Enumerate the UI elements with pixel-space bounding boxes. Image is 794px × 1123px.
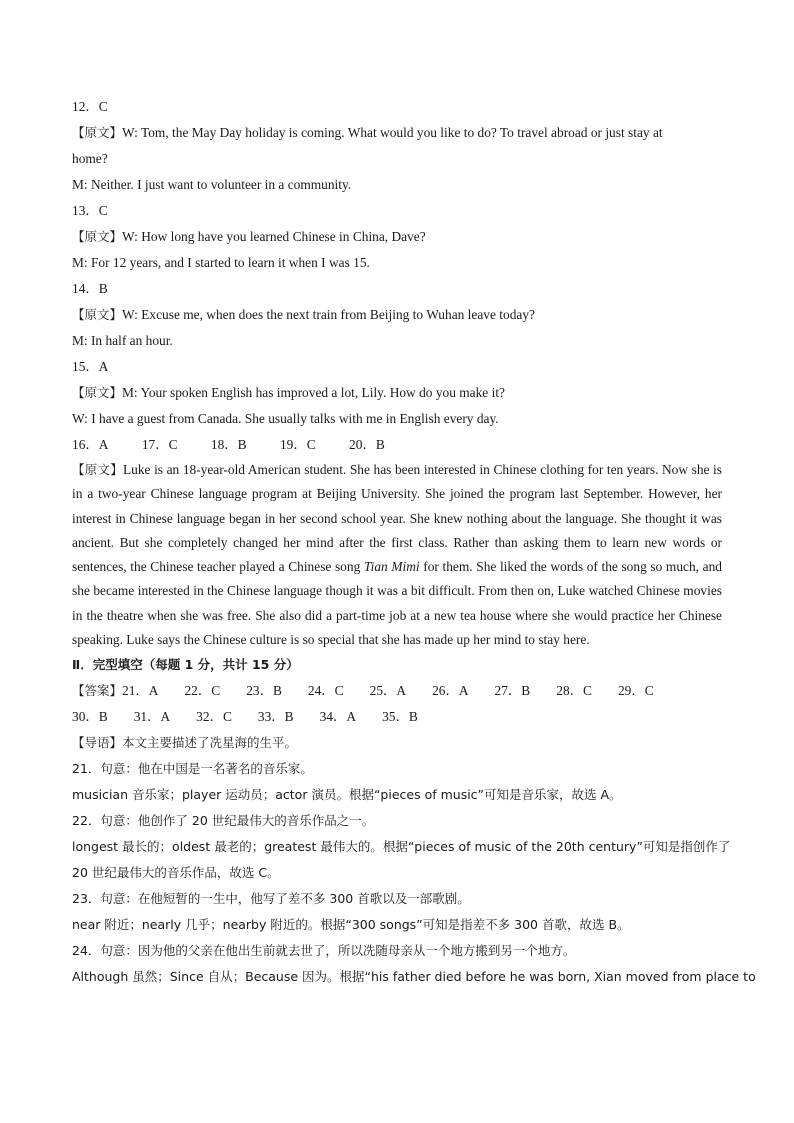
answer-16: 16．A	[72, 437, 109, 452]
transcript-label: 【原文】	[72, 125, 123, 140]
q23-meaning: 23．句意：在他短暂的一生中，他写了差不多 300 首歌以及一部歌剧。	[72, 891, 470, 907]
q12-answer: 12．C	[72, 99, 108, 114]
answer-30: 30．B	[72, 709, 108, 725]
q16-20-answers	[72, 432, 722, 458]
q15-answer: 15．A	[72, 359, 109, 374]
section-2-title: Ⅱ．完型填空（每题 1 分，共计 15 分）	[72, 657, 299, 673]
q22-meaning: 22．句意：他创作了 20 世纪最伟大的音乐作品之一。	[72, 813, 375, 829]
transcript-label: 【原文】	[72, 462, 123, 477]
answer-32: 32．C	[196, 709, 232, 725]
guide-label: 【导语】	[72, 735, 123, 751]
passage-part2: for them. She liked the words of the song so much, and she became interested in the Chinese language though it was a bit difficult. From then on, Luke watched Chinese movies in the theatre when she was free. She also did a part-time job at a new tea house where she would practice her Chinese speaking. Luke says the Chinese culture is so special that she has made up her mind to stay here.	[72, 559, 722, 648]
answer-19: 19．C	[279, 437, 316, 452]
transcript-label: 【原文】	[72, 385, 123, 400]
answer-24: 24．C	[307, 683, 344, 699]
q14-answer: 14．B	[72, 281, 108, 296]
q13-answer: 13．C	[72, 203, 108, 218]
answer-key-page	[72, 94, 756, 990]
answer-20: 20．B	[349, 437, 385, 452]
song-title: Tian Mimi	[363, 559, 420, 575]
answer-28: 28．C	[556, 683, 592, 699]
transcript-label: 【原文】	[72, 229, 123, 244]
answer-18: 18．B	[210, 437, 247, 452]
q22-explain: longest 最长的；oldest 最老的；greatest 最伟大的。根据“pieces of music of the 20th century”可知是指创作了	[72, 839, 731, 855]
q16-20-transcript	[72, 458, 722, 652]
q12-transcript-m: M: Neither. I just want to volunteer in a community.	[72, 177, 352, 192]
q13-w-text: W: How long have you learned Chinese in China, Dave?	[122, 229, 426, 244]
transcript-label: 【原文】	[72, 307, 123, 322]
q22-explain-cont: 20 世纪最伟大的音乐作品，故选 C。	[72, 865, 280, 881]
q15-transcript-m	[72, 380, 722, 406]
q14-transcript-w	[72, 302, 722, 328]
answer-34: 34．A	[319, 709, 357, 725]
answer-23: 23．B	[246, 683, 282, 699]
answer-25: 25．A	[369, 683, 407, 699]
answer-label: 【答案】	[72, 683, 123, 699]
q12-w-text: W: Tom, the May Day holiday is coming. What would you like to do? To travel abroad or just stay at	[122, 125, 663, 140]
answer-31: 31．A	[133, 709, 171, 725]
answer-27: 27．B	[494, 683, 531, 699]
answer-22: 22．C	[184, 683, 221, 699]
q13-transcript-w	[72, 224, 722, 250]
answer-26: 26．A	[432, 683, 469, 699]
guide-text: 本文主要描述了冼星海的生平。	[122, 735, 298, 751]
q14-w-text: W: Excuse me, when does the next train from Beijing to Wuhan leave today?	[122, 307, 535, 322]
q24-explain: Although 虽然；Since 自从；Because 因为。根据“his father died before he was born, Xian moved from place to	[72, 969, 756, 985]
answer-35: 35．B	[382, 709, 418, 725]
q24-meaning: 24．句意：因为他的父亲在他出生前就去世了，所以冼随母亲从一个地方搬到另一个地方。	[72, 943, 576, 959]
answer-21: 21．A	[122, 683, 159, 699]
answer-33: 33．B	[257, 709, 294, 725]
q15-m-text: M: Your spoken English has improved a lot, Lily. How do you make it?	[122, 385, 505, 400]
q12-transcript-w-cont: home?	[72, 151, 108, 166]
answer-29: 29．C	[617, 683, 654, 699]
q12-transcript-w	[72, 120, 722, 146]
passage-part1: Luke is an 18-year-old American student. She has been interested in Chinese clothing for ten years. Now she is in a two-year Chinese language program at Beijing University. She joined the program last September. However, her interest in Chinese language began in her second school year. She knew nothing about the language. She thought it was ancient. But she completely changed her mind after the first class. Rather than asking them to learn new words or sentences, the Chinese teacher played a Chinese song	[72, 462, 722, 575]
q13-transcript-m: M: For 12 years, and I started to learn it when I was 15.	[72, 255, 370, 270]
q21-explain: musician 音乐家；player 运动员；actor 演员。根据“pieces of music”可知是音乐家，故选 A。	[72, 787, 622, 803]
q15-transcript-w: W: I have a guest from Canada. She usually talks with me in English every day.	[72, 411, 499, 426]
answer-17: 17．C	[141, 437, 178, 452]
guide-line	[72, 730, 722, 756]
q23-explain: near 附近；nearly 几乎；nearby 附近的。根据“300 songs”可知是指差不多 300 首歌，故选 B。	[72, 917, 630, 933]
q14-transcript-m: M: In half an hour.	[72, 333, 173, 348]
q21-meaning: 21．句意：他在中国是一名著名的音乐家。	[72, 761, 313, 777]
section-2-answers-row1	[72, 678, 722, 704]
section-2-answers-row2	[72, 704, 722, 730]
